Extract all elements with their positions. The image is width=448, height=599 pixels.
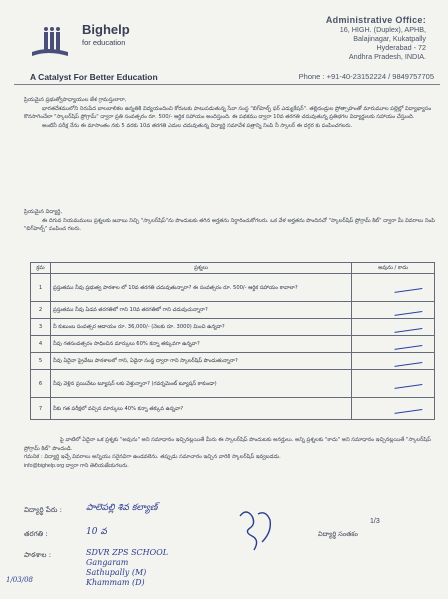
footer-notes	[24, 436, 436, 470]
answer-cell[interactable]	[352, 398, 435, 420]
row-number: 7	[31, 398, 51, 420]
tagline: A Catalyst For Better Education	[30, 72, 158, 82]
bighelp-logo	[30, 26, 70, 58]
table-row	[31, 370, 435, 398]
table-row	[31, 302, 435, 319]
signature-label: విద్యార్థి సంతకం	[318, 530, 358, 538]
email-line: info@bighelp.org ద్వారా గాని తెలియజేయగలరు.	[24, 462, 129, 469]
student-signature	[236, 506, 280, 554]
student-name-value[interactable]: పాలెపల్లి శివ కల్యాణ్	[86, 503, 158, 513]
student-instructions	[24, 208, 436, 234]
tick-mark	[394, 322, 423, 333]
row-question: నీవు ఏదైనా ప్రైవేటు పాఠశాలలో గాని, ఏదైనా సంస్థ ద్వారా గాని స్కాలర్‌షిప్ పొందుతున్నారా?	[51, 353, 352, 370]
page-number: 1/3	[370, 518, 380, 525]
note: గమనిక : విద్యార్థి ఇచ్చే వివరాలు అన్నియు సరైనవిగా ఉండవలెను. తప్పుడు సమాచారం ఇచ్చిన వారికి స్కాలర్‌షిప్ ఇవ్వబడదు.	[24, 454, 281, 461]
header-divider	[14, 84, 440, 85]
tick-mark	[394, 356, 423, 367]
row-question: నీ కుటుంబ సంవత్సర ఆదాయం రూ. 36,000/- (నెలకు రూ. 3000) మించి ఉన్నదా?	[51, 319, 352, 336]
tick-mark	[394, 339, 423, 350]
eligibility-table	[30, 262, 435, 420]
answer-cell[interactable]	[352, 302, 435, 319]
office-line: 16, HIGH. (Duplex), APHB,	[339, 25, 426, 34]
row-number: 1	[31, 274, 51, 302]
handwritten-date: 1/03/08	[6, 576, 33, 584]
row-number: 3	[31, 319, 51, 336]
paragraph: అంటినీ పరీక్ష నేను ఈ మాసాంతం నకు 5 వరకు 10వ తరగతి ఎదుల చదువుతున్న విద్యార్థి సమావేశ పత్రాన్ని నింపి నీ స్కాలర్ ఈ దగ్గర కు పంపించగలరు.	[42, 122, 353, 129]
row-question: ప్రస్తుతము నీవు ప్రభుత్వ పాఠశాల లో 10వ తరగతి చదువుతున్నారా? ఈ సంవత్సరం రూ. 500/- ఆర్థిక సహాయం కావాలా?	[51, 274, 352, 302]
answer-cell[interactable]	[352, 353, 435, 370]
school-line: SDVR ZPS SCHOOL	[86, 548, 169, 557]
col-header-question: ప్రశ్నలు	[51, 263, 352, 274]
answer-cell[interactable]	[352, 370, 435, 398]
table-row	[31, 319, 435, 336]
answer-cell[interactable]	[352, 319, 435, 336]
office-phone: Phone : +91-40-23152224 / 9849757705	[298, 72, 434, 81]
paragraph: ఈ దిగువ నియమములు ప్రశ్నలకు జవాబు నిచ్చి "స్కాలర్‌షిప్‌"ను పొందుటకు తగిన అర్హతను నిర్ధారించుకోగలరు. ఒక వేళ అర్హతను పొందినచో "స్కాలర్‌షిప్ ప్రోగ్రామ్ కిట్" ద్వారా మీ వివరాలు నింపి "బిగ్‌హెల్ప్‌" పంపించ గలరు.	[24, 217, 436, 233]
table-row	[31, 336, 435, 353]
office-title: Administrative Office:	[325, 15, 426, 25]
office-line: Balajinagar, Kukatpally	[353, 34, 426, 43]
tick-mark	[394, 378, 423, 389]
row-question: ప్రస్తుతము నీవు ఏడవ తరగతిలో గాని 10వ తరగతిలో గాని చదువుచున్నారా?	[51, 302, 352, 319]
answer-cell[interactable]	[352, 274, 435, 302]
tick-mark	[394, 305, 423, 316]
office-line: Andhra Pradesh, INDIA.	[348, 52, 426, 61]
school-line: Sathupally (M)	[86, 568, 147, 577]
salutation: ప్రియమైన ప్రభుత్వోపాధ్యాయుల జేశ గ్రామస్తులారా,	[24, 97, 127, 103]
brand-sub: for education	[82, 38, 126, 47]
note: పై వాటిలో ఏదైనా ఒక ప్రశ్నకు "అవును" అని సమాధానం ఇచ్చినట్లయితే మీరు ఈ స్కాలర్‌షిప్ పొందుటకు అనర్హులు. అన్ని ప్రశ్నలకు "కాదు" అని సమాధానం ఇచ్చినట్లయితే "స్కాలర్‌షిప్ ప్రోగ్రామ్ కిట్" పొందండి.	[24, 437, 431, 452]
table-row	[31, 398, 435, 420]
student-salutation: ప్రియమైన విద్యార్థి,	[24, 209, 63, 215]
class-label: తరగతి :	[24, 530, 48, 538]
tick-mark	[394, 403, 423, 414]
row-number: 6	[31, 370, 51, 398]
letter-body	[24, 96, 436, 130]
table-row	[31, 353, 435, 370]
school-line: Gangaram	[86, 558, 129, 567]
class-value[interactable]: 10 వ	[86, 527, 107, 537]
office-line: Hyderabad - 72	[376, 43, 426, 52]
school-line: Khammam (D)	[86, 578, 145, 587]
brand-name: Bighelp	[82, 22, 130, 37]
row-number: 2	[31, 302, 51, 319]
student-name-label: విద్యార్థి పేరు :	[24, 506, 62, 514]
row-question: నీవు వెళ్లిన ప్రయివేటు ట్యూషన్ లకు వెళ్తున్నారా? (గవర్నమెంట్ ట్యూషన్ కాకుండా)	[51, 370, 352, 398]
table-header-row	[31, 263, 435, 274]
table-row	[31, 274, 435, 302]
col-header-answer: అవును / కాదు	[352, 263, 435, 274]
row-number: 5	[31, 353, 51, 370]
school-label: పాఠశాల :	[24, 551, 52, 559]
row-number: 4	[31, 336, 51, 353]
school-value[interactable]	[86, 548, 168, 588]
col-header-number: క్రమ	[31, 263, 51, 274]
brand	[82, 22, 130, 47]
row-question: నీవు గతసంవత్సరం సాధించిన మార్కులు 60% కన్నా తక్కువగా ఉన్నవా?	[51, 336, 352, 353]
tick-mark	[394, 282, 423, 293]
row-question: నీకు గత పరీక్షలో వచ్చిన మార్కులు 40% కన్నా తక్కువ ఉన్నవా?	[51, 398, 352, 420]
paragraph: భారతదేశములోని నిరుపేద బాలబాలికల ఉన్నతికి విద్యయందించి కోరుటకు పాటుపడుతున్న సేవా సంస్థ "బిగ్‌హెల్ప్ ఫర్ ఎడ్యుకేషన్". తల్లిదండ్రుల ప్రోత్సాహంతో మారుమూల పల్లెల్లో విద్యాభ్యాసం కొనసాగించేలా "స్కాలర్‌షిప్ ప్రోగ్రామ్" ద్వారా ప్రతి సంవత్సరం రూ. 500/- ఆర్థిక సహాయం అందిస్తుంది. ఈ పథకము ద్వారా 10వ తరగతి చదువుతున్న ప్రతిభగల విద్యార్థులకు సహాయం చేస్తుంది.	[24, 105, 432, 121]
answer-cell[interactable]	[352, 336, 435, 353]
office-address	[326, 16, 426, 61]
